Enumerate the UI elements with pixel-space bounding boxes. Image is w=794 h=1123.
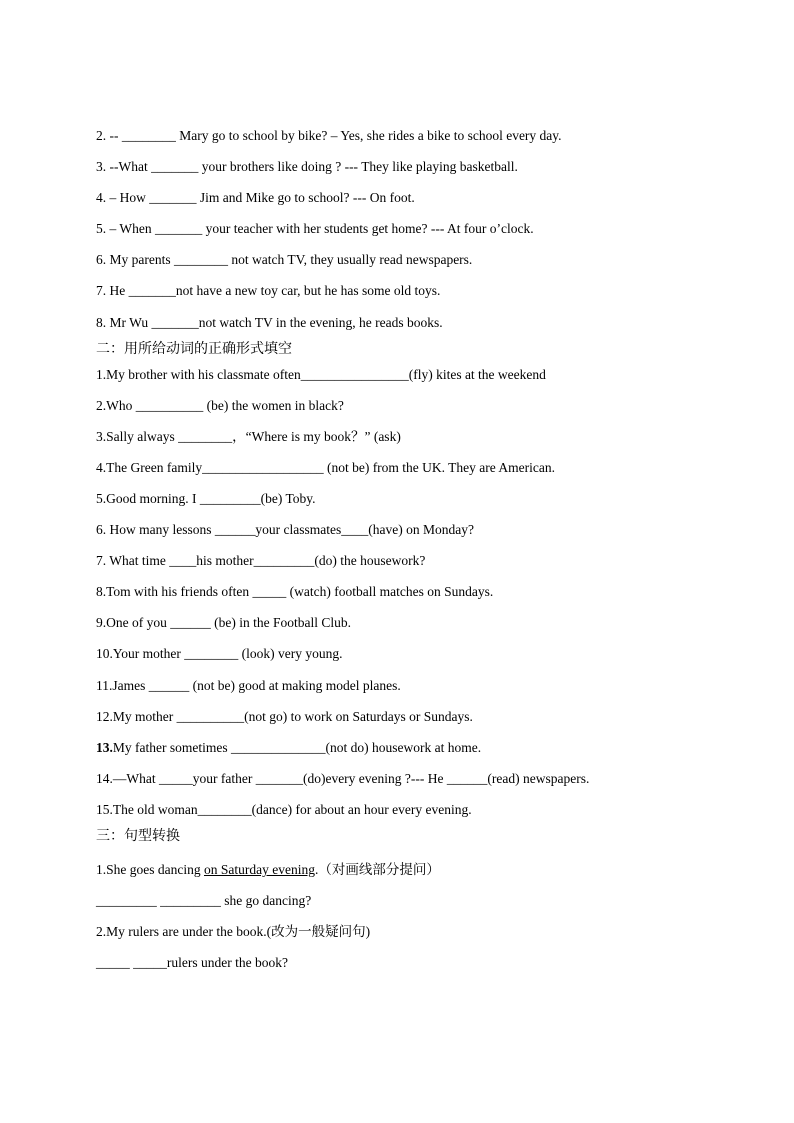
part1-item-7: 7. He _______not have a new toy car, but he has some old toys. <box>96 283 441 299</box>
part2-item-10: 10.Your mother ________ (look) very young. <box>96 646 343 662</box>
part3-item-2: 2.My rulers are under the book.(改为一般疑问句) <box>96 924 371 940</box>
part2-item-9: 9.One of you ______ (be) in the Football Club. <box>96 615 351 631</box>
part2-item-4: 4.The Green family__________________ (not be) from the UK. They are American. <box>96 459 555 475</box>
part3-item-1-instruction: .（对画线部分提问） <box>314 861 440 877</box>
part1-item-6: 6. My parents ________ not watch TV, they usually read newspapers. <box>96 252 473 268</box>
part2-item-12: 12.My mother __________(not go) to work on Saturdays or Sundays. <box>96 708 473 724</box>
section-2-heading: 二：用所给动词的正确形式填空 <box>96 340 292 357</box>
part2-item-13-text: My father sometimes ______________(not do) housework at home. <box>112 739 482 755</box>
part2-item-3: 3.Sally always ________，“Where is my book？” (ask) <box>96 428 401 444</box>
part1-item-2: 2. -- ________ Mary go to school by bike? – Yes, she rides a bike to school every day. <box>96 128 562 143</box>
part2-item-7: 7. What time ____his mother_________(do) the housework? <box>96 553 426 569</box>
part3-item-2-answer: _____ _____rulers under the book? <box>96 955 288 971</box>
part2-item-13 <box>96 736 716 767</box>
part2-item-1: 1.My brother with his classmate often________________(fly) kites at the weekend <box>96 366 546 382</box>
part2-item-13-number: 13. <box>96 739 113 755</box>
part1-item-3: 3. --What _______ your brothers like doing ? --- They like playing basketball. <box>96 159 518 175</box>
worksheet-content <box>96 124 716 982</box>
part2-item-14: 14.—What _____your father _______(do)every evening ?--- He ______(read) newspapers. <box>96 770 590 786</box>
part2-item-6: 6. How many lessons ______your classmates____(have) on Monday? <box>96 522 474 538</box>
part2-item-8: 8.Tom with his friends often _____ (watch) football matches on Sundays. <box>96 584 494 600</box>
part2-item-2: 2.Who __________ (be) the women in black? <box>96 397 344 413</box>
part2-item-5: 5.Good morning. I _________(be) Toby. <box>96 490 316 506</box>
part2-item-11: 11.James ______ (not be) good at making model planes. <box>96 677 401 693</box>
part3-item-1-underlined: on Saturday evening <box>203 861 315 877</box>
part3-item-1 <box>96 858 716 889</box>
section-3-heading: 三：句型转换 <box>96 827 180 844</box>
part1-item-5: 5. – When _______ your teacher with her students get home? --- At four o’clock. <box>96 221 534 237</box>
part3-item-1-answer: _________ _________ she go dancing? <box>96 892 312 908</box>
part1-item-4: 4. – How _______ Jim and Mike go to school? --- On foot. <box>96 190 415 206</box>
part3-item-1-prefix: 1.She goes dancing <box>96 861 204 877</box>
part1-item-8: 8. Mr Wu _______not watch TV in the evening, he reads books. <box>96 314 443 330</box>
part2-item-15: 15.The old woman________(dance) for about an hour every evening. <box>96 801 472 817</box>
